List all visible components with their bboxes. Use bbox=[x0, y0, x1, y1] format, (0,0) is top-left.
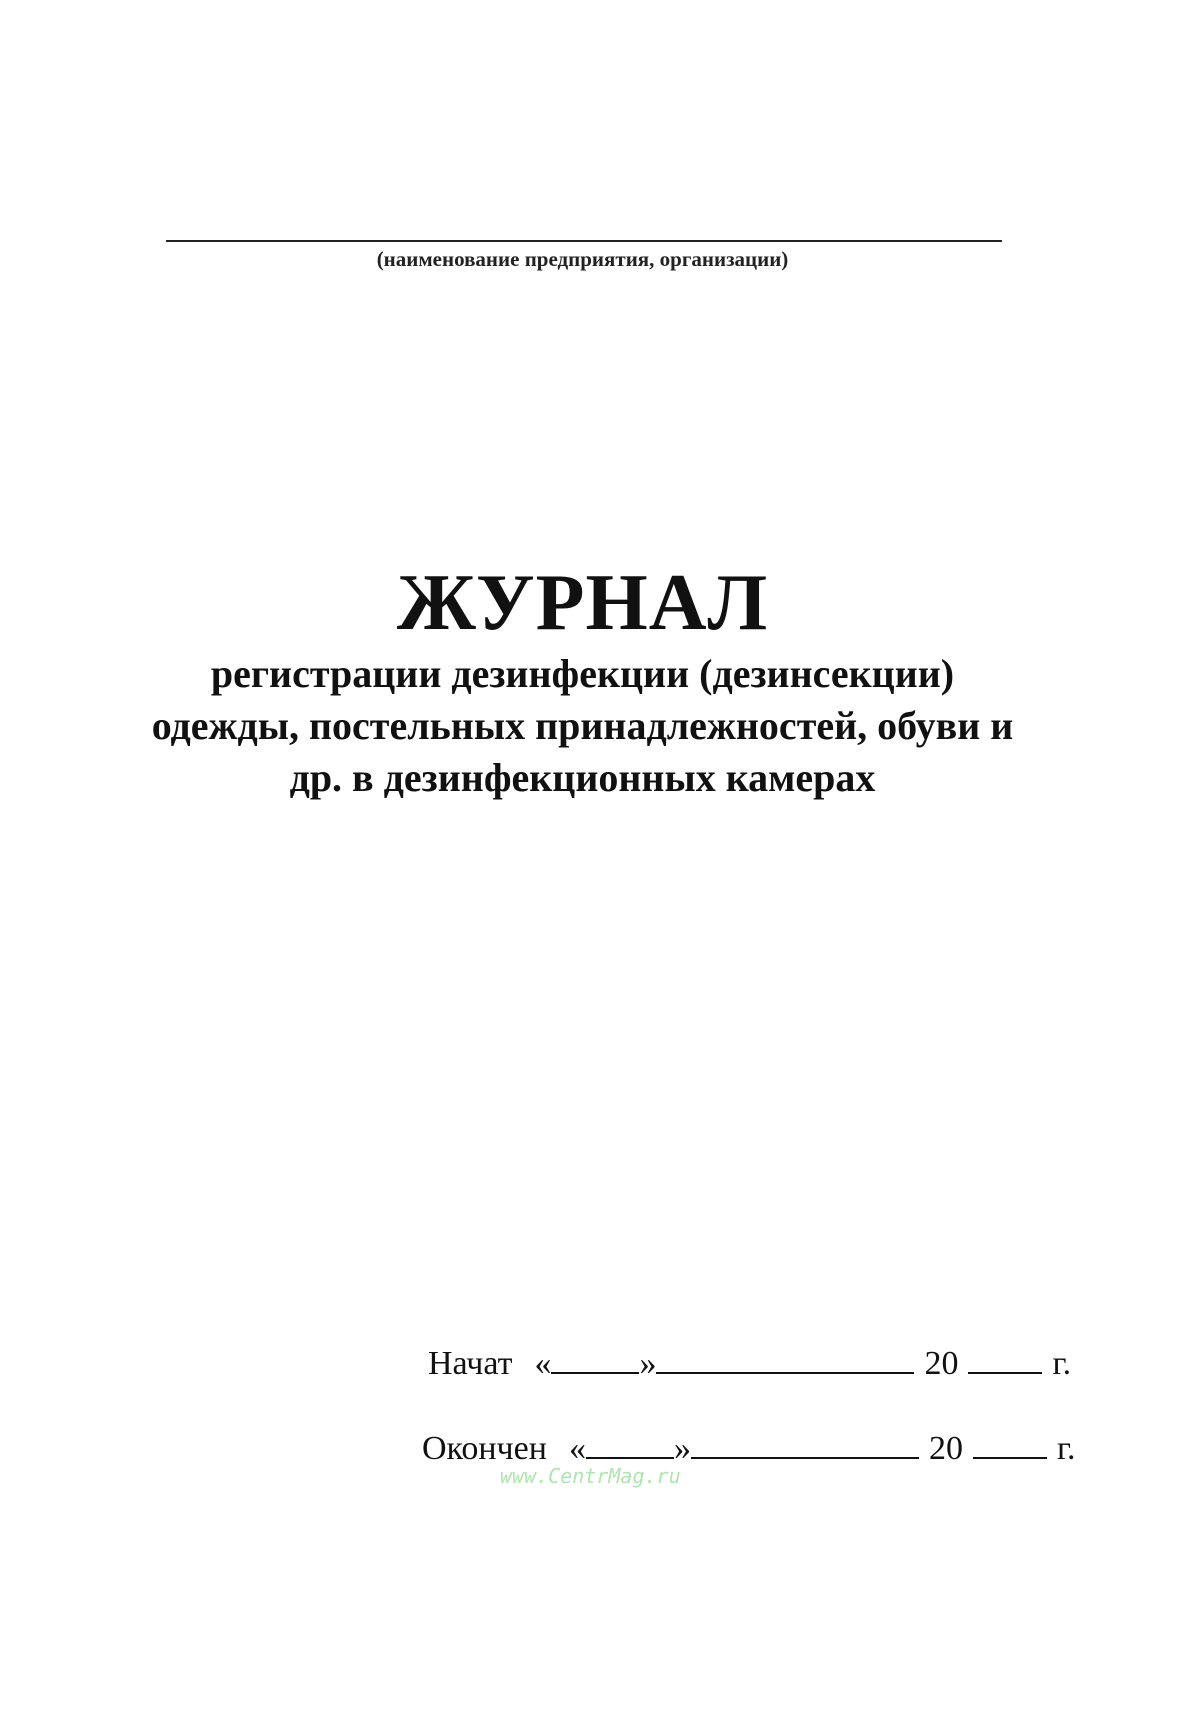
started-year-suffix: г. bbox=[1052, 1345, 1072, 1382]
ended-year-blank[interactable] bbox=[973, 1456, 1047, 1459]
started-year-prefix: 20 bbox=[924, 1345, 959, 1382]
started-month-blank[interactable] bbox=[656, 1371, 914, 1374]
ended-month-blank[interactable] bbox=[691, 1456, 919, 1459]
started-open-quote: « bbox=[534, 1345, 552, 1382]
organization-name-line bbox=[166, 240, 1002, 242]
watermark: www.CentrMag.ru bbox=[500, 1464, 681, 1488]
ended-open-quote: « bbox=[568, 1430, 586, 1467]
ended-label: Окончен bbox=[422, 1430, 547, 1467]
started-day-blank[interactable] bbox=[551, 1371, 639, 1374]
subtitle-line-2: одежды, постельных принадлежностей, обуви и bbox=[151, 703, 1014, 748]
started-close-quote: » bbox=[639, 1345, 657, 1382]
started-year-blank[interactable] bbox=[968, 1371, 1042, 1374]
ended-year-suffix: г. bbox=[1056, 1430, 1076, 1467]
ended-year-prefix: 20 bbox=[928, 1430, 963, 1467]
ended-date-row bbox=[422, 1430, 1076, 1468]
ended-close-quote: » bbox=[673, 1430, 691, 1467]
subtitle-line-3: др. в дезинфекционных камерах bbox=[289, 755, 876, 800]
document-subtitle bbox=[40, 648, 1125, 804]
started-date-row bbox=[428, 1345, 1071, 1383]
ended-day-blank[interactable] bbox=[586, 1456, 674, 1459]
subtitle-line-1: регистрации дезинфекции (дезинсекции) bbox=[210, 651, 955, 696]
document-title: ЖУРНАЛ bbox=[396, 559, 769, 647]
started-label: Начат bbox=[428, 1345, 513, 1382]
organization-caption: (наименование предприятия, организации) bbox=[376, 247, 789, 271]
